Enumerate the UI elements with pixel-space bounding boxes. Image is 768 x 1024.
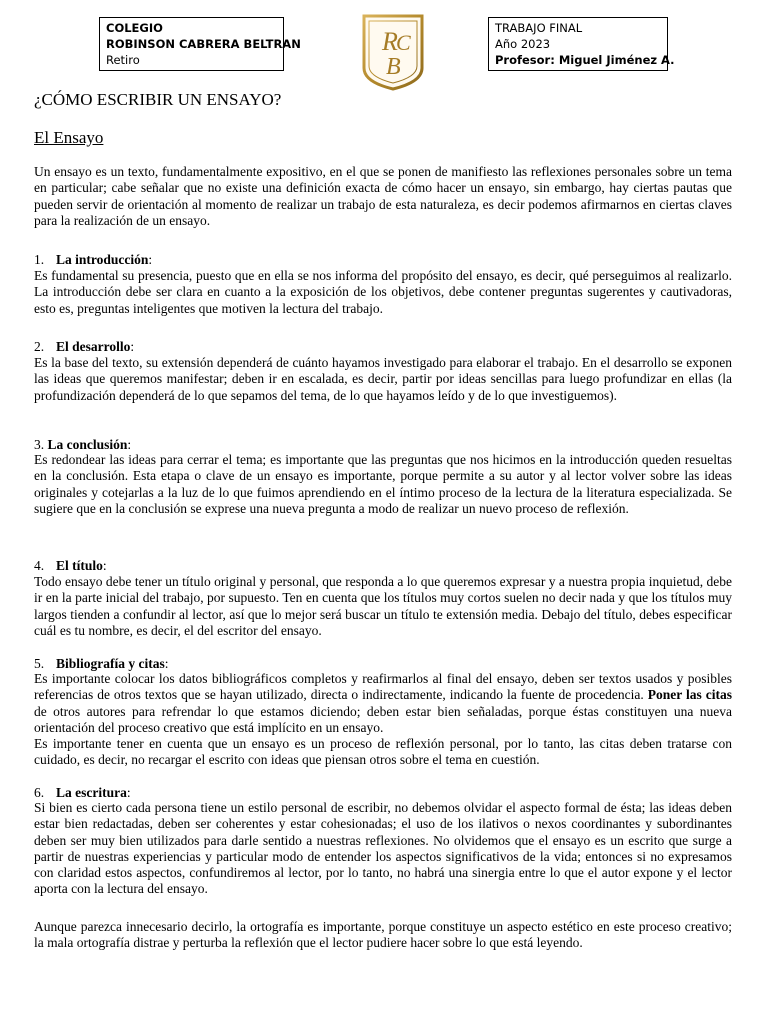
section-label: El título: [56, 558, 103, 573]
school-line-1: COLEGIO: [106, 21, 163, 35]
section-1-heading: [34, 252, 152, 268]
section-label: La conclusión: [47, 437, 128, 452]
section-number: 3.: [34, 437, 45, 452]
svg-text:R: R: [382, 27, 398, 56]
section-5-body-bold: Poner las citas: [647, 687, 732, 703]
work-line-2: Año 2023: [495, 37, 551, 51]
section-4-heading: [34, 558, 107, 574]
section-label: El desarrollo: [56, 339, 131, 354]
section-5-body-post: de otros autores para refrendar lo que estamos diciendo; deben estar bien señaladas, porque éstas constituyen una nueva orientación del proceso creativo que está implícito en un ensayo.: [34, 703, 732, 735]
document-title: ¿CÓMO ESCRIBIR UN ENSAYO?: [34, 90, 282, 109]
section-number: 5.: [34, 656, 45, 671]
section-5-heading: [34, 656, 169, 672]
section-5-body: [34, 671, 732, 736]
school-line-2: ROBINSON CABRERA BELTRAN: [106, 37, 301, 51]
svg-text:B: B: [386, 54, 401, 80]
section-4-body: Todo ensayo debe tener un título original y personal, que responda a lo que queremos expresar y a nuestra propia inquietud, debe ir en la parte inicial del trabajo, por supuesto. Ten en cuenta que los títulos muy cortos suelen no decir nada y que los títulos muy largos tienden a confundir al lector, así que lo mejor será buscar un título te extensión media. Debajo del título, debes especificar cuál es tu nombre, es decir, el del escritor del ensayo.: [34, 574, 732, 638]
school-info-box: [99, 17, 301, 71]
assignment-info-box: [488, 17, 675, 71]
section-5-body-2: Es importante tener en cuenta que un ensayo es un proceso de reflexión personal, por lo tanto, las citas deben tratarse con cuidado, es decir, no recargar el escrito con ideas que piensan otros sobre el tema en cuestión.: [34, 736, 732, 768]
section-2-body: Es la base del texto, su extensión dependerá de cuánto hayamos investigado para elaborar el trabajo. En el desarrollo se exponen las ideas que queremos manifestar; deben ir en escalada, es decir, partir por ideas sencillas para luego profundizar en ellas (la profundización dependerá de lo que sepamos del tema, de lo que hayamos leído y de lo que investiguemos).: [34, 355, 732, 403]
section-5-body-pre: Es importante colocar los datos bibliográficos completos y reafirmarlos al final del ensayo, deben ser textos usados y posibles referencias de otros textos que se hayan utilizado, directa o indirectamente, indicando la fuente de procedencia.: [34, 671, 732, 703]
section-title: El Ensayo: [34, 128, 104, 147]
section-number: 1.: [34, 252, 45, 267]
work-line-3: Profesor: Miguel Jiménez A.: [495, 53, 675, 67]
work-line-1: TRABAJO FINAL: [495, 21, 583, 35]
section-label: La introducción: [56, 252, 149, 267]
intro-paragraph: Un ensayo es un texto, fundamentalmente expositivo, en el que se ponen de manifiesto las reflexiones personales sobre un tema en particular; cabe señalar que no existe una definición exacta de cómo hacer un ensayo, sin embargo, hay ciertas pautas que pueden servir de orientación al momento de realizar un trabajo de esta naturaleza, es decir podemos afirmarnos en ciertas claves para la realización de un ensayo.: [34, 164, 732, 228]
section-6-body: Si bien es cierto cada persona tiene un estilo personal de escribir, no debemos olvidar el aspecto formal de ésta; las ideas deben estar bien redactadas, deben ser coherentes y estar cohesionadas; el uso de los ilativos o nexos coordinantes y subordinantes deben ser muy bien utilizados para darle sentido a nuestras reflexiones. No olvidemos que el ensayo es un escrito que surge a partir de nuestras experiencias y particular modo de entender los aspectos significativos de la vida; entonces si no expresamos con claridad estos aspectos, confundiremos al lector, por lo tanto, no habrá una sinergia entre lo que el autor expone y el lector aporta con la lectura del ensayo.: [34, 800, 732, 897]
section-number: 6.: [34, 785, 45, 800]
section-suffix: :: [148, 252, 153, 267]
svg-text:C: C: [396, 30, 411, 55]
section-2-heading: [34, 339, 134, 355]
section-suffix: :: [164, 656, 169, 671]
section-label: La escritura: [56, 785, 127, 800]
section-label: Bibliografía y citas: [56, 656, 165, 671]
section-number: 4.: [34, 558, 45, 573]
section-suffix: :: [127, 437, 132, 452]
section-suffix: :: [130, 339, 135, 354]
section-1-body: Es fundamental su presencia, puesto que en ella se nos informa del propósito del ensayo, es decir, qué perseguimos al realizarlo. La introducción debe ser clara en cuanto a la exposición de los objetivos, debe contener preguntas sugerentes y cautivadoras, esto es, preguntas inteligentes que motiven la lectura del trabajo.: [34, 268, 732, 316]
school-line-3: Retiro: [106, 53, 140, 67]
school-logo-icon: [360, 12, 426, 92]
section-suffix: :: [102, 558, 107, 573]
closing-paragraph: Aunque parezca innecesario decirlo, la ortografía es importante, porque constituye un aspecto estético en este proceso creativo; la mala ortografía distrae y perturba la reflexión que el lector pudiere hacer sobre lo que está leyendo.: [34, 919, 732, 951]
section-6-heading: [34, 785, 131, 801]
section-3-body: Es redondear las ideas para cerrar el tema; es importante que las preguntas que nos hicimos en la introducción queden resueltas en la conclusión. Esta etapa o clave de un ensayo es importante, porque permite a su autor y al lector volver sobre las ideas originales y cotejarlas a la luz de lo que fuimos aprendiendo en el íntimo proceso de la lectura de la literatura especializada. Se sugiere que en la conclusión se exprese una nueva pregunta a modo de realizar un nuevo proceso de reflexión.: [34, 452, 732, 516]
section-number: 2.: [34, 339, 45, 354]
section-suffix: :: [126, 785, 131, 800]
section-3-heading: [34, 437, 131, 453]
